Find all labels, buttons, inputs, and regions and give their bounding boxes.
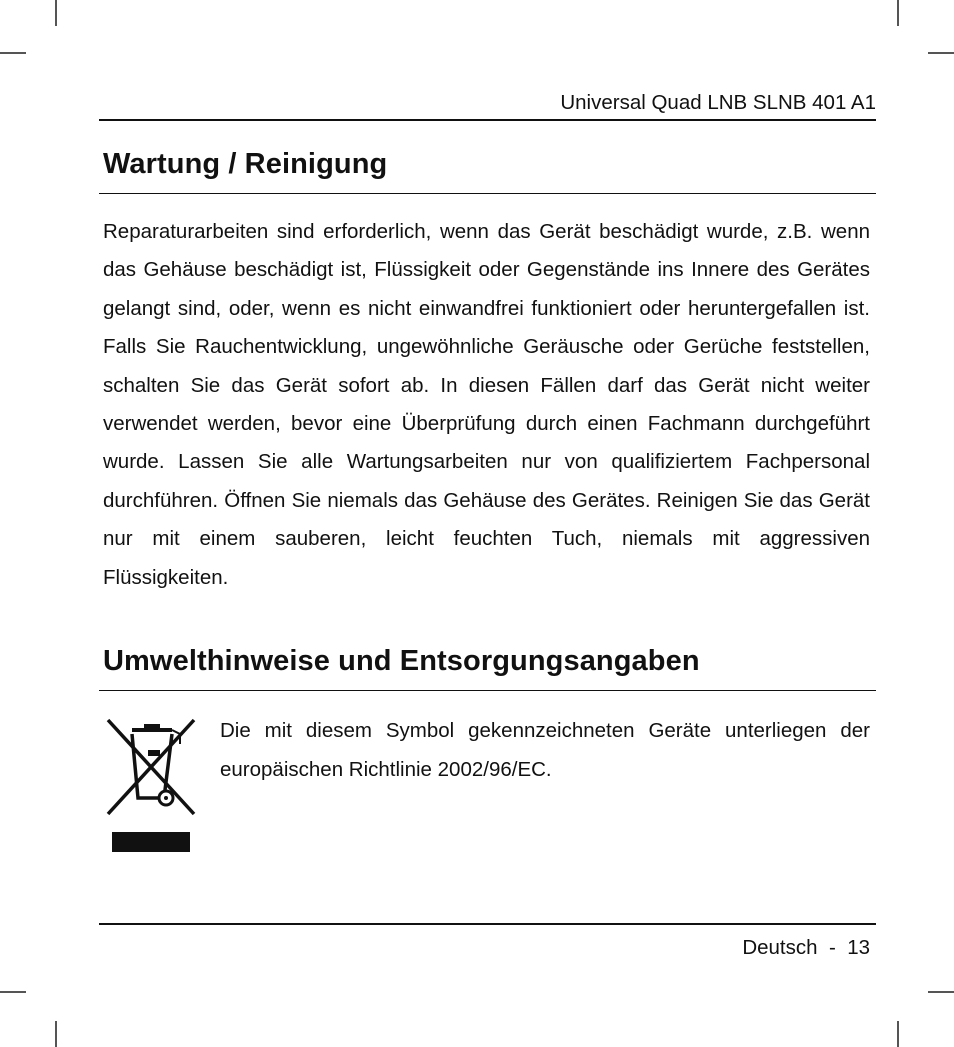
page-header-title: Universal Quad LNB SLNB 401 A1 [560,91,876,114]
crop-mark [897,0,899,26]
section-heading-environment: Umwelthinweise und Entsorgungsangaben [103,645,700,677]
crop-mark [897,1021,899,1047]
footer-language: Deutsch [742,936,818,959]
maintenance-text: Reparaturarbeiten sind erforderlich, wenn das Gerät beschädigt wurde, z.B. wenn das Gehäuse beschädigt ist, Flüssigkeit oder Gegenstände ins Innere des Gerätes gelangt sind, oder, wenn es nicht einwandfrei funktioniert oder heruntergefallen ist. Falls Sie Rauchentwicklung, ungewöhnliche Geräusche oder Gerüche feststellen, schalten Sie das Gerät sofort ab. In diesen Fällen darf das Gerät nicht weiter verwendet werden, bevor eine Überprüfung durch einen Fachmann durchgeführt wurde. Lassen Sie alle Wartungsarbeiten nur von qualifiziertem Fachpersonal durchführen. Öffnen Sie niemals das Gehäuse des Gerätes. Reinigen Sie das Gerät nur mit einem sauberen, leicht feuchten Tuch, niemals mit aggressiven Flüssigkeiten. [103,220,870,589]
crossed-out-wheeled-bin-icon [102,716,202,856]
weee-directive-text: Die mit diesem Symbol gekennzeichneten Geräte unterliegen der europäischen Richtlinie 2002/96/EC. [220,719,870,781]
page-number: 13 [847,936,870,959]
crop-mark [928,991,954,993]
section-heading-maintenance: Wartung / Reinigung [103,148,388,180]
crop-mark [55,1021,57,1047]
footer-rule [99,923,876,925]
crop-mark [0,52,26,54]
page-footer [99,932,870,964]
footer-separator: - [828,936,836,959]
header-rule [99,119,876,121]
crop-mark [928,52,954,54]
crop-mark [55,0,57,26]
crop-mark [0,991,26,993]
section-rule [99,193,876,194]
maintenance-paragraph [103,213,870,597]
section-rule [99,690,876,691]
